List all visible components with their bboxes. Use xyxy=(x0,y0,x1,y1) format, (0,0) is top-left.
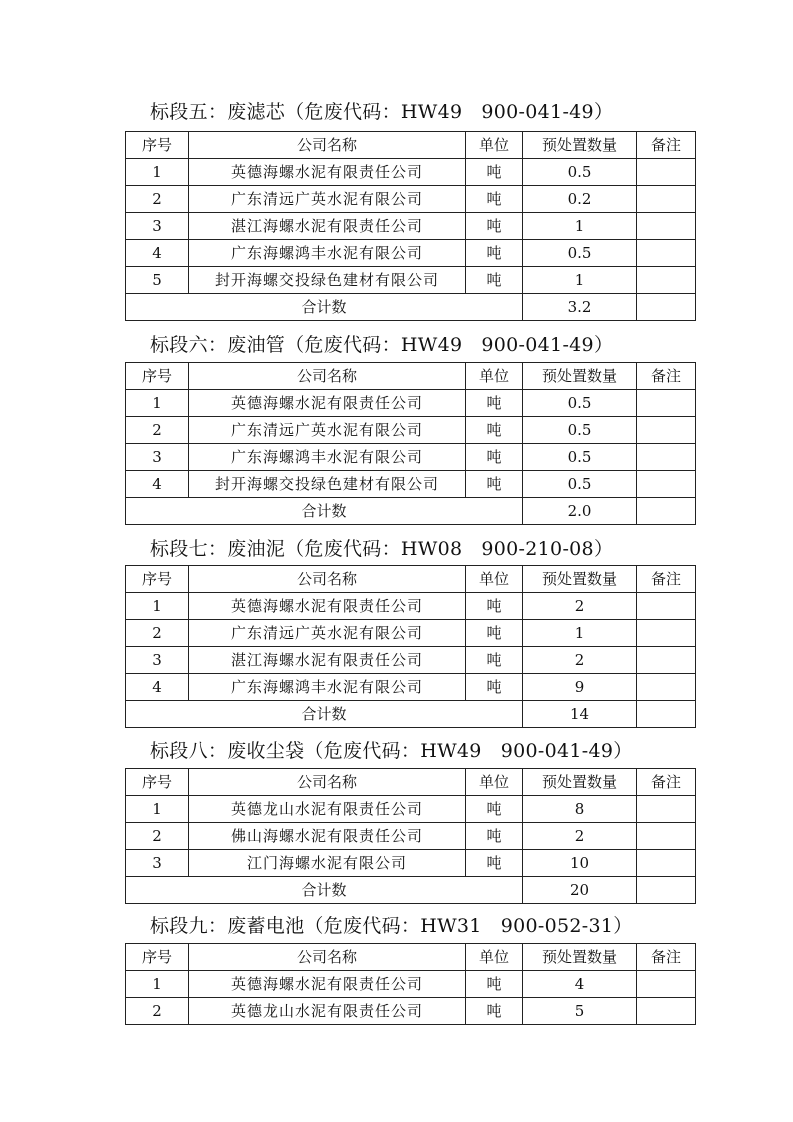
total-value: 14 xyxy=(523,701,637,728)
total-note xyxy=(637,877,696,904)
total-label: 合计数 xyxy=(126,701,523,728)
header-seq: 序号 xyxy=(126,363,189,390)
total-note xyxy=(637,701,696,728)
cell-note xyxy=(637,186,696,213)
cell-qty: 5 xyxy=(523,998,637,1025)
cell-note xyxy=(637,240,696,267)
table-row xyxy=(126,471,696,498)
cell-company: 湛江海螺水泥有限责任公司 xyxy=(189,213,466,240)
disposal-table-section xyxy=(125,362,695,525)
cell-seq: 1 xyxy=(126,390,189,417)
table-row xyxy=(126,796,696,823)
table-row xyxy=(126,159,696,186)
total-value: 3.2 xyxy=(523,294,637,321)
cell-qty: 4 xyxy=(523,971,637,998)
cell-company: 英德海螺水泥有限责任公司 xyxy=(189,390,466,417)
cell-seq: 3 xyxy=(126,213,189,240)
cell-unit: 吨 xyxy=(466,213,523,240)
total-note xyxy=(637,294,696,321)
cell-company: 佛山海螺水泥有限责任公司 xyxy=(189,823,466,850)
cell-qty: 10 xyxy=(523,850,637,877)
cell-note xyxy=(637,850,696,877)
cell-unit: 吨 xyxy=(466,620,523,647)
cell-qty: 1 xyxy=(523,620,637,647)
cell-note xyxy=(637,593,696,620)
header-qty: 预处置数量 xyxy=(523,566,637,593)
cell-company: 广东清远广英水泥有限公司 xyxy=(189,186,466,213)
cell-note xyxy=(637,647,696,674)
cell-company: 英德海螺水泥有限责任公司 xyxy=(189,593,466,620)
cell-seq: 2 xyxy=(126,620,189,647)
table-row xyxy=(126,390,696,417)
cell-company: 广东海螺鸿丰水泥有限公司 xyxy=(189,444,466,471)
cell-unit: 吨 xyxy=(466,186,523,213)
cell-seq: 1 xyxy=(126,971,189,998)
cell-seq: 2 xyxy=(126,823,189,850)
header-note: 备注 xyxy=(637,132,696,159)
cell-company: 英德海螺水泥有限责任公司 xyxy=(189,971,466,998)
cell-unit: 吨 xyxy=(466,417,523,444)
cell-unit: 吨 xyxy=(466,593,523,620)
cell-unit: 吨 xyxy=(466,471,523,498)
header-seq: 序号 xyxy=(126,566,189,593)
table-row xyxy=(126,674,696,701)
table-header-row xyxy=(126,132,696,159)
cell-company: 英德龙山水泥有限责任公司 xyxy=(189,796,466,823)
header-unit: 单位 xyxy=(466,132,523,159)
cell-seq: 2 xyxy=(126,417,189,444)
total-row xyxy=(126,701,696,728)
cell-seq: 3 xyxy=(126,647,189,674)
disposal-table xyxy=(125,131,696,321)
table-row xyxy=(126,647,696,674)
header-note: 备注 xyxy=(637,944,696,971)
cell-seq: 1 xyxy=(126,796,189,823)
cell-company: 英德龙山水泥有限责任公司 xyxy=(189,998,466,1025)
cell-qty: 1 xyxy=(523,213,637,240)
cell-qty: 0.5 xyxy=(523,390,637,417)
table-row xyxy=(126,850,696,877)
disposal-table-section xyxy=(125,565,695,728)
cell-seq: 3 xyxy=(126,850,189,877)
header-unit: 单位 xyxy=(466,363,523,390)
total-row xyxy=(126,498,696,525)
cell-unit: 吨 xyxy=(466,971,523,998)
header-company: 公司名称 xyxy=(189,769,466,796)
total-label: 合计数 xyxy=(126,877,523,904)
table-row xyxy=(126,823,696,850)
cell-seq: 4 xyxy=(126,240,189,267)
cell-note xyxy=(637,796,696,823)
disposal-table-section xyxy=(125,131,695,321)
header-company: 公司名称 xyxy=(189,566,466,593)
disposal-table-section xyxy=(125,943,695,1025)
table-row xyxy=(126,186,696,213)
cell-seq: 1 xyxy=(126,159,189,186)
cell-note xyxy=(637,267,696,294)
total-note xyxy=(637,498,696,525)
cell-qty: 9 xyxy=(523,674,637,701)
disposal-table-section xyxy=(125,768,695,904)
total-value: 2.0 xyxy=(523,498,637,525)
cell-company: 湛江海螺水泥有限责任公司 xyxy=(189,647,466,674)
table-header-row xyxy=(126,566,696,593)
cell-unit: 吨 xyxy=(466,647,523,674)
header-company: 公司名称 xyxy=(189,132,466,159)
cell-unit: 吨 xyxy=(466,796,523,823)
total-row xyxy=(126,877,696,904)
cell-company: 广东海螺鸿丰水泥有限公司 xyxy=(189,240,466,267)
header-company: 公司名称 xyxy=(189,363,466,390)
cell-seq: 4 xyxy=(126,471,189,498)
header-seq: 序号 xyxy=(126,769,189,796)
cell-qty: 0.5 xyxy=(523,417,637,444)
cell-company: 封开海螺交投绿色建材有限公司 xyxy=(189,267,466,294)
cell-company: 广东海螺鸿丰水泥有限公司 xyxy=(189,674,466,701)
header-unit: 单位 xyxy=(466,566,523,593)
section-title: 标段九：废蓄电池（危废代码：HW31 900-052-31） xyxy=(150,915,633,937)
total-row xyxy=(126,294,696,321)
cell-qty: 0.2 xyxy=(523,186,637,213)
section-title: 标段五：废滤芯（危废代码：HW49 900-041-49） xyxy=(150,101,614,123)
total-label: 合计数 xyxy=(126,498,523,525)
header-note: 备注 xyxy=(637,769,696,796)
cell-unit: 吨 xyxy=(466,850,523,877)
cell-note xyxy=(637,620,696,647)
cell-note xyxy=(637,390,696,417)
cell-seq: 2 xyxy=(126,186,189,213)
cell-seq: 2 xyxy=(126,998,189,1025)
cell-qty: 0.5 xyxy=(523,471,637,498)
table-row xyxy=(126,240,696,267)
table-row xyxy=(126,620,696,647)
table-row xyxy=(126,213,696,240)
cell-qty: 0.5 xyxy=(523,444,637,471)
header-seq: 序号 xyxy=(126,944,189,971)
table-row xyxy=(126,417,696,444)
cell-company: 英德海螺水泥有限责任公司 xyxy=(189,159,466,186)
disposal-table xyxy=(125,565,696,728)
cell-note xyxy=(637,444,696,471)
cell-note xyxy=(637,417,696,444)
table-header-row xyxy=(126,769,696,796)
cell-qty: 2 xyxy=(523,647,637,674)
cell-company: 广东清远广英水泥有限公司 xyxy=(189,417,466,444)
cell-qty: 0.5 xyxy=(523,159,637,186)
total-value: 20 xyxy=(523,877,637,904)
header-unit: 单位 xyxy=(466,769,523,796)
cell-company: 封开海螺交投绿色建材有限公司 xyxy=(189,471,466,498)
section-title: 标段七：废油泥（危废代码：HW08 900-210-08） xyxy=(150,538,614,560)
cell-unit: 吨 xyxy=(466,998,523,1025)
cell-company: 江门海螺水泥有限公司 xyxy=(189,850,466,877)
cell-unit: 吨 xyxy=(466,823,523,850)
header-qty: 预处置数量 xyxy=(523,769,637,796)
header-qty: 预处置数量 xyxy=(523,944,637,971)
table-row xyxy=(126,971,696,998)
cell-seq: 5 xyxy=(126,267,189,294)
cell-qty: 8 xyxy=(523,796,637,823)
table-row xyxy=(126,593,696,620)
cell-qty: 2 xyxy=(523,823,637,850)
cell-note xyxy=(637,213,696,240)
cell-note xyxy=(637,674,696,701)
cell-qty: 1 xyxy=(523,267,637,294)
header-seq: 序号 xyxy=(126,132,189,159)
section-title: 标段八：废收尘袋（危废代码：HW49 900-041-49） xyxy=(150,740,633,762)
cell-note xyxy=(637,471,696,498)
header-note: 备注 xyxy=(637,566,696,593)
cell-company: 广东清远广英水泥有限公司 xyxy=(189,620,466,647)
cell-unit: 吨 xyxy=(466,444,523,471)
cell-note xyxy=(637,971,696,998)
cell-qty: 2 xyxy=(523,593,637,620)
header-company: 公司名称 xyxy=(189,944,466,971)
cell-unit: 吨 xyxy=(466,674,523,701)
table-header-row xyxy=(126,944,696,971)
cell-note xyxy=(637,998,696,1025)
section-title: 标段六：废油管（危废代码：HW49 900-041-49） xyxy=(150,334,614,356)
disposal-table xyxy=(125,362,696,525)
cell-unit: 吨 xyxy=(466,159,523,186)
cell-seq: 1 xyxy=(126,593,189,620)
table-header-row xyxy=(126,363,696,390)
header-qty: 预处置数量 xyxy=(523,132,637,159)
cell-unit: 吨 xyxy=(466,390,523,417)
header-note: 备注 xyxy=(637,363,696,390)
disposal-table xyxy=(125,768,696,904)
disposal-table xyxy=(125,943,696,1025)
cell-unit: 吨 xyxy=(466,240,523,267)
cell-seq: 4 xyxy=(126,674,189,701)
cell-seq: 3 xyxy=(126,444,189,471)
cell-unit: 吨 xyxy=(466,267,523,294)
table-row xyxy=(126,267,696,294)
total-label: 合计数 xyxy=(126,294,523,321)
table-row xyxy=(126,444,696,471)
cell-note xyxy=(637,823,696,850)
cell-note xyxy=(637,159,696,186)
cell-qty: 0.5 xyxy=(523,240,637,267)
header-qty: 预处置数量 xyxy=(523,363,637,390)
header-unit: 单位 xyxy=(466,944,523,971)
table-row xyxy=(126,998,696,1025)
